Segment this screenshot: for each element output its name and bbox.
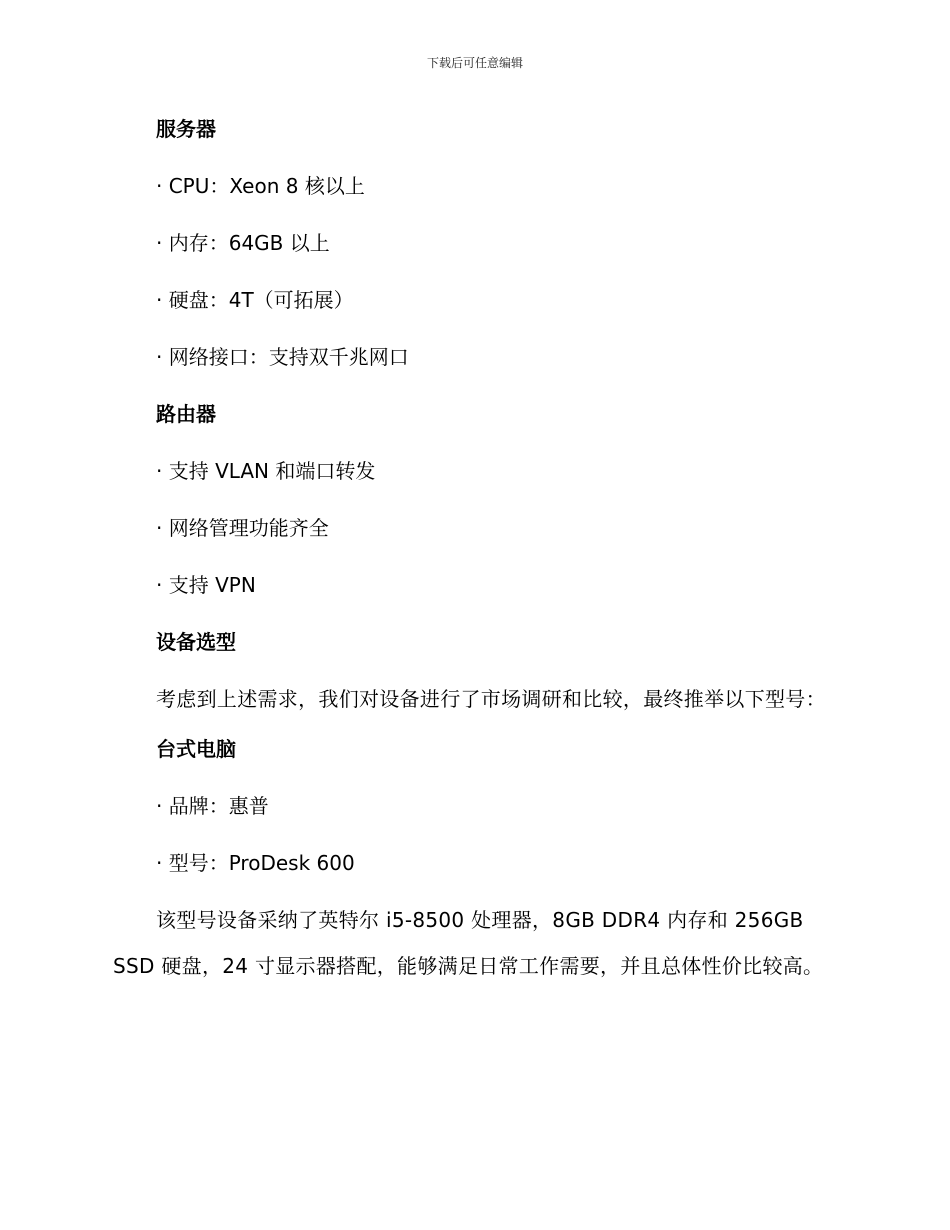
bullet-item: · CPU：Xeon 8 核以上 [156, 174, 365, 198]
bullet-item: · 网络接口：支持双千兆网口 [156, 345, 409, 369]
bullet-item: · 内存：64GB 以上 [156, 231, 330, 255]
bullet-dot: · [156, 851, 163, 875]
document-body [113, 113, 833, 1000]
bullet-dot: · [156, 573, 163, 597]
bullet-item: · 型号：ProDesk 600 [156, 851, 355, 875]
section-heading-router: 路由器 [156, 402, 216, 426]
bullet-item: · 支持 VPN [156, 573, 256, 597]
section-heading-selection: 设备选型 [156, 630, 236, 654]
selection-paragraph: 考虑到上述需求，我们对设备进行了市场调研和比较，最终推举以下型号： [156, 687, 826, 711]
section-heading-server: 服务器 [156, 117, 216, 141]
bullet-dot: · [156, 345, 163, 369]
bullet-dot: · [156, 516, 163, 540]
bullet-dot: · [156, 288, 163, 312]
bullet-item: · 支持 VLAN 和端口转发 [156, 459, 376, 483]
bullet-dot: · [156, 174, 163, 198]
section-heading-desktop: 台式电脑 [156, 737, 236, 761]
bullet-dot: · [156, 459, 163, 483]
bullet-dot: · [156, 794, 163, 818]
desktop-paragraph: 该型号设备采纳了英特尔 i5-8500 处理器，8GB DDR4 内存和 256GB SSD 硬盘，24 寸显示器搭配，能够满足日常工作需要，并且总体性价比较高。 [113, 908, 824, 978]
bullet-dot: · [156, 231, 163, 255]
page-header: 下载后可任意编辑 [426, 56, 523, 70]
bullet-item: · 品牌：惠普 [156, 794, 269, 818]
bullet-item: · 网络管理功能齐全 [156, 516, 329, 540]
bullet-item: · 硬盘：4T（可拓展） [156, 288, 354, 312]
